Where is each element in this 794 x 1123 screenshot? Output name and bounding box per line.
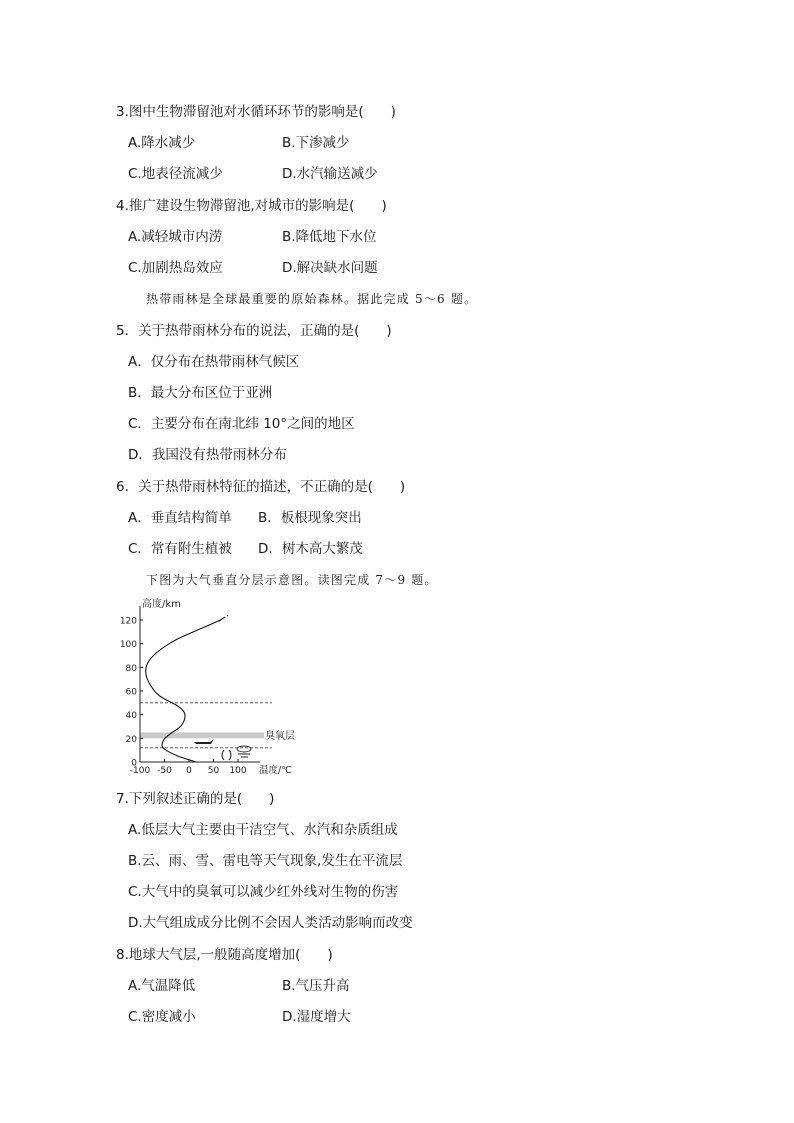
x-tick-label: 0 (186, 766, 192, 776)
question-3-option-a: A.降水减少 (128, 135, 196, 151)
question-5-option-d: D．我国没有热带雨林分布 (128, 447, 287, 463)
airplane-icon (194, 739, 214, 744)
question-3-option-d: D.水汽输送减少 (282, 166, 378, 182)
x-axis-label: 温度/℃ (259, 765, 292, 776)
y-tick-label: 60 (125, 687, 137, 698)
question-6-stem: 6．关于热带雨林特征的描述，不正确的是( ) (116, 479, 406, 495)
question-7-stem: 7.下列叙述正确的是( ) (116, 791, 275, 807)
question-4-stem: 4.推广建设生物滞留池,对城市的影响是( ) (116, 198, 387, 214)
question-3-option-b: B.下渗减少 (282, 135, 350, 151)
question-3-option-c: C.地表径流减少 (128, 166, 223, 182)
atmosphere-intro: 下图为大气垂直分层示意图。读图完成 7～9 题。 (146, 573, 438, 587)
question-7-option-b: B.云、雨、雪、雷电等天气现象,发生在平流层 (128, 853, 403, 869)
question-6-option-a: A．垂直结构简单 (128, 510, 232, 526)
weather-symbol-icon (229, 750, 231, 760)
question-4-option-a: A.减轻城市内涝 (128, 229, 223, 245)
y-tick-label: 120 (119, 616, 137, 627)
question-6-option-b: B．板根现象突出 (258, 510, 362, 526)
y-tick-label: 0 (131, 758, 137, 769)
y-tick-label: 100 (119, 640, 137, 651)
question-8-stem: 8.地球大气层,一般随高度增加( ) (116, 947, 333, 963)
question-8-option-b: B.气压升高 (282, 978, 350, 994)
question-5-option-a: A．仅分布在热带雨林气候区 (128, 354, 300, 370)
question-4-option-c: C.加剧热岛效应 (128, 260, 223, 276)
question-5-stem: 5．关于热带雨林分布的说法，正确的是( ) (116, 323, 392, 339)
question-8-option-d: D.湿度增大 (282, 1009, 351, 1025)
x-tick-label: 50 (207, 766, 220, 776)
question-3-stem: 3.图中生物滞留池对水循环环节的影响是( ) (116, 104, 396, 120)
weather-symbol-icon (222, 750, 224, 760)
y-tick-label: 40 (125, 711, 137, 722)
atmosphere-temperature-chart (110, 592, 310, 778)
question-8-option-c: C.密度减小 (128, 1009, 196, 1025)
question-7-option-a: A.低层大气主要由干洁空气、水汽和杂质组成 (128, 822, 398, 838)
x-tick-label: 100 (229, 766, 247, 776)
x-tick-label: -50 (157, 766, 172, 776)
question-4-option-b: B.降低地下水位 (282, 229, 377, 245)
cloud-icon (237, 746, 251, 752)
rainforest-intro: 热带雨林是全球最重要的原始森林。据此完成 5～6 题。 (146, 292, 478, 306)
temperature-curve-extension (218, 615, 228, 621)
question-5-option-b: B．最大分布区位于亚洲 (128, 385, 273, 401)
question-6-option-d: D．树木高大繁茂 (258, 541, 363, 557)
y-tick-label: 20 (125, 734, 137, 745)
question-8-option-a: A.气温降低 (128, 978, 196, 994)
cloud-icon (238, 754, 250, 757)
question-7-option-c: C.大气中的臭氧可以减少红外线对生物的伤害 (128, 884, 399, 900)
x-tick-label: -100 (129, 766, 151, 776)
y-axis-label: 高度/km (142, 599, 181, 610)
question-6-option-c: C．常有附生植被 (128, 541, 232, 557)
y-tick-label: 80 (125, 663, 137, 674)
question-7-option-d: D.大气组成成分比例不会因人类活动影响而改变 (128, 915, 413, 931)
ozone-layer-label: 臭氧层 (265, 730, 295, 742)
question-4-option-d: D.解决缺水问题 (282, 260, 378, 276)
ozone-layer-band (140, 732, 264, 738)
question-5-option-c: C．主要分布在南北纬 10°之间的地区 (128, 416, 355, 432)
temperature-curve (146, 618, 224, 762)
